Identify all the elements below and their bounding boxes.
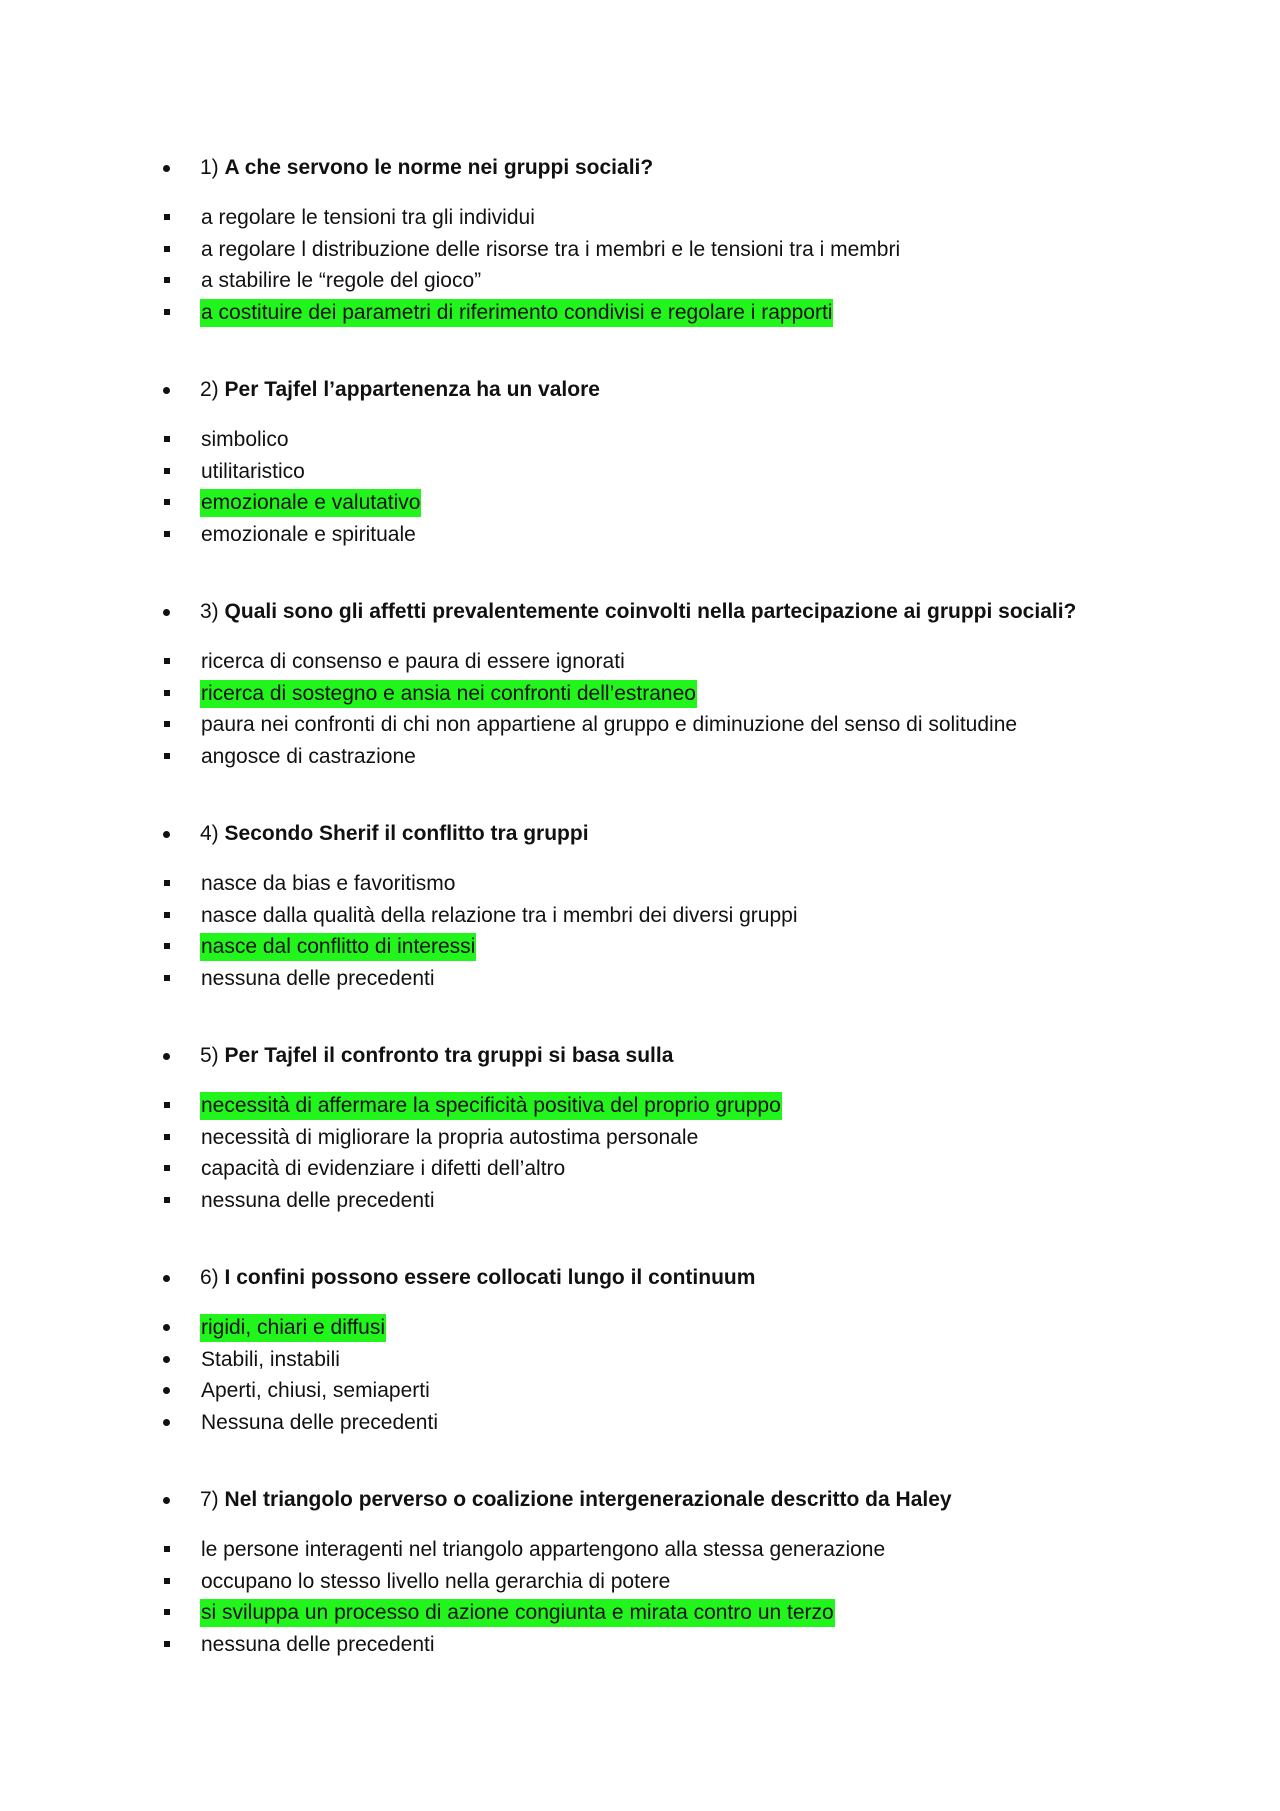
question-heading	[160, 1264, 1160, 1292]
question-heading	[160, 154, 1160, 182]
question-number: 3)	[200, 600, 219, 623]
question-number: 2)	[200, 378, 219, 401]
answer-list	[160, 1534, 1160, 1660]
question-text: Quali sono gli affetti prevalentemente coinvolti nella partecipazione ai gruppi sociali?	[224, 600, 1077, 623]
bullet-dot-icon	[163, 1053, 170, 1060]
question-block-2	[160, 376, 1160, 550]
question-block-1	[160, 154, 1160, 328]
answer-text-highlighted: a costituire dei parametri di riferimento condivisi e regolare i rapporti	[200, 299, 833, 327]
question-text: Secondo Sherif il conflitto tra gruppi	[224, 822, 589, 845]
bullet-square-icon	[164, 943, 170, 949]
answer-text-highlighted: si sviluppa un processo di azione congiunta e mirata contro un terzo	[200, 1599, 835, 1627]
answer-item-correct	[160, 678, 1160, 710]
bullet-square-icon	[164, 531, 170, 537]
bullet-square-icon	[164, 912, 170, 918]
answer-item	[160, 1185, 1160, 1217]
answer-text: nasce da bias e favoritismo	[201, 872, 456, 895]
answer-text: ricerca di consenso e paura di essere ignorati	[201, 650, 625, 673]
answer-item	[160, 741, 1160, 773]
question-text: Nel triangolo perverso o coalizione intergenerazionale descritto da Haley	[224, 1488, 952, 1511]
answer-text: utilitaristico	[201, 459, 305, 483]
bullet-dot-icon	[163, 609, 170, 616]
question-number: 5)	[200, 1044, 219, 1067]
bullet-square-icon	[164, 1134, 170, 1140]
answer-item	[160, 202, 1160, 234]
answer-item	[160, 1344, 1160, 1376]
bullet-square-icon	[164, 214, 170, 220]
question-heading	[160, 820, 1160, 848]
answer-list	[160, 424, 1160, 550]
bullet-dot-icon	[163, 165, 170, 172]
answer-item	[160, 1122, 1160, 1154]
answer-item-correct	[160, 1597, 1160, 1629]
answer-list	[160, 1090, 1160, 1216]
bullet-square-icon	[164, 1578, 170, 1584]
answer-text: capacità di evidenziare i difetti dell’altro	[201, 1157, 566, 1180]
answer-item-correct	[160, 487, 1160, 519]
question-number: 1)	[200, 156, 219, 179]
question-heading	[160, 598, 1160, 626]
bullet-dot-icon	[163, 1387, 170, 1394]
bullet-dot-icon	[163, 1356, 170, 1363]
bullet-dot-icon	[163, 831, 170, 838]
answer-item	[160, 1375, 1160, 1407]
answer-text: a regolare l distribuzione delle risorse tra i membri e le tensioni tra i membri	[201, 237, 901, 261]
answer-item	[160, 868, 1160, 900]
answer-item-correct	[160, 1312, 1160, 1344]
answer-text: Stabili, instabili	[201, 1347, 340, 1371]
answer-text-highlighted: ricerca di sostegno e ansia nei confronti dell’estraneo	[200, 680, 697, 708]
bullet-square-icon	[164, 880, 170, 886]
answer-list	[160, 1312, 1160, 1438]
bullet-square-icon	[164, 975, 170, 981]
answer-text: Nessuna delle precedenti	[201, 1410, 438, 1434]
bullet-square-icon	[164, 1165, 170, 1171]
answer-text-highlighted: emozionale e valutativo	[200, 489, 421, 517]
answer-item	[160, 963, 1160, 995]
answer-text: nasce dalla qualità della relazione tra i membri dei diversi gruppi	[201, 903, 798, 927]
answer-item	[160, 424, 1160, 456]
bullet-square-icon	[164, 468, 170, 474]
answer-item	[160, 234, 1160, 266]
question-block-6	[160, 1264, 1160, 1438]
bullet-square-icon	[164, 436, 170, 442]
answer-item	[160, 709, 1160, 741]
answer-item	[160, 1534, 1160, 1566]
answer-text: Aperti, chiusi, semiaperti	[201, 1379, 430, 1402]
answer-text: emozionale e spirituale	[201, 522, 416, 546]
answer-text-highlighted: necessità di affermare la specificità positiva del proprio gruppo	[200, 1092, 782, 1120]
answer-item	[160, 456, 1160, 488]
answer-text: paura nei confronti di chi non appartiene al gruppo e diminuzione del senso di solitudine	[201, 713, 1018, 736]
bullet-dot-icon	[163, 387, 170, 394]
bullet-square-icon	[164, 1546, 170, 1552]
answer-list	[160, 202, 1160, 328]
answer-text: necessità di migliorare la propria autostima personale	[201, 1125, 699, 1149]
bullet-square-icon	[164, 1641, 170, 1647]
bullet-square-icon	[164, 658, 170, 664]
answer-text: angosce di castrazione	[201, 744, 416, 768]
answer-list	[160, 868, 1160, 994]
answer-list	[160, 646, 1160, 772]
bullet-square-icon	[164, 1197, 170, 1203]
question-block-5	[160, 1042, 1160, 1216]
question-heading	[160, 1486, 1160, 1514]
answer-item	[160, 1407, 1160, 1439]
bullet-dot-icon	[163, 1497, 170, 1504]
bullet-square-icon	[164, 1102, 170, 1108]
answer-item	[160, 1566, 1160, 1598]
answer-text: nessuna delle precedenti	[201, 966, 435, 990]
question-text: Per Tajfel il confronto tra gruppi si basa sulla	[224, 1044, 674, 1067]
question-number: 4)	[200, 822, 219, 845]
answer-item	[160, 1153, 1160, 1185]
answer-item-correct	[160, 297, 1160, 329]
bullet-dot-icon	[163, 1419, 170, 1426]
question-number: 7)	[200, 1488, 219, 1511]
bullet-square-icon	[164, 721, 170, 727]
bullet-dot-icon	[163, 1324, 170, 1331]
question-text: Per Tajfel l’appartenenza ha un valore	[224, 378, 600, 401]
answer-item	[160, 519, 1160, 551]
question-text: I confini possono essere collocati lungo il continuum	[224, 1266, 756, 1289]
answer-text: simbolico	[201, 428, 289, 451]
answer-item-correct	[160, 931, 1160, 963]
answer-item	[160, 646, 1160, 678]
bullet-square-icon	[164, 277, 170, 283]
question-block-7	[160, 1486, 1160, 1660]
question-text: A che servono le norme nei gruppi sociali?	[224, 156, 654, 179]
bullet-square-icon	[164, 309, 170, 315]
answer-item	[160, 1629, 1160, 1661]
answer-item-correct	[160, 1090, 1160, 1122]
question-heading	[160, 376, 1160, 404]
answer-item	[160, 900, 1160, 932]
bullet-dot-icon	[163, 1275, 170, 1282]
answer-text: a stabilire le “regole del gioco”	[201, 269, 482, 292]
answer-text-highlighted: nasce dal conflitto di interessi	[200, 933, 476, 961]
answer-text: occupano lo stesso livello nella gerarchia di potere	[201, 1569, 671, 1593]
answer-text: a regolare le tensioni tra gli individui	[201, 206, 535, 229]
question-number: 6)	[200, 1266, 219, 1289]
answer-text: nessuna delle precedenti	[201, 1188, 435, 1212]
bullet-square-icon	[164, 1609, 170, 1615]
bullet-square-icon	[164, 690, 170, 696]
answer-item	[160, 265, 1160, 297]
question-block-3	[160, 598, 1160, 772]
question-heading	[160, 1042, 1160, 1070]
answer-text: nessuna delle precedenti	[201, 1632, 435, 1656]
bullet-square-icon	[164, 753, 170, 759]
bullet-square-icon	[164, 499, 170, 505]
question-block-4	[160, 820, 1160, 994]
answer-text: le persone interagenti nel triangolo appartengono alla stessa generazione	[201, 1538, 886, 1561]
bullet-square-icon	[164, 246, 170, 252]
answer-text-highlighted: rigidi, chiari e diffusi	[200, 1314, 386, 1342]
